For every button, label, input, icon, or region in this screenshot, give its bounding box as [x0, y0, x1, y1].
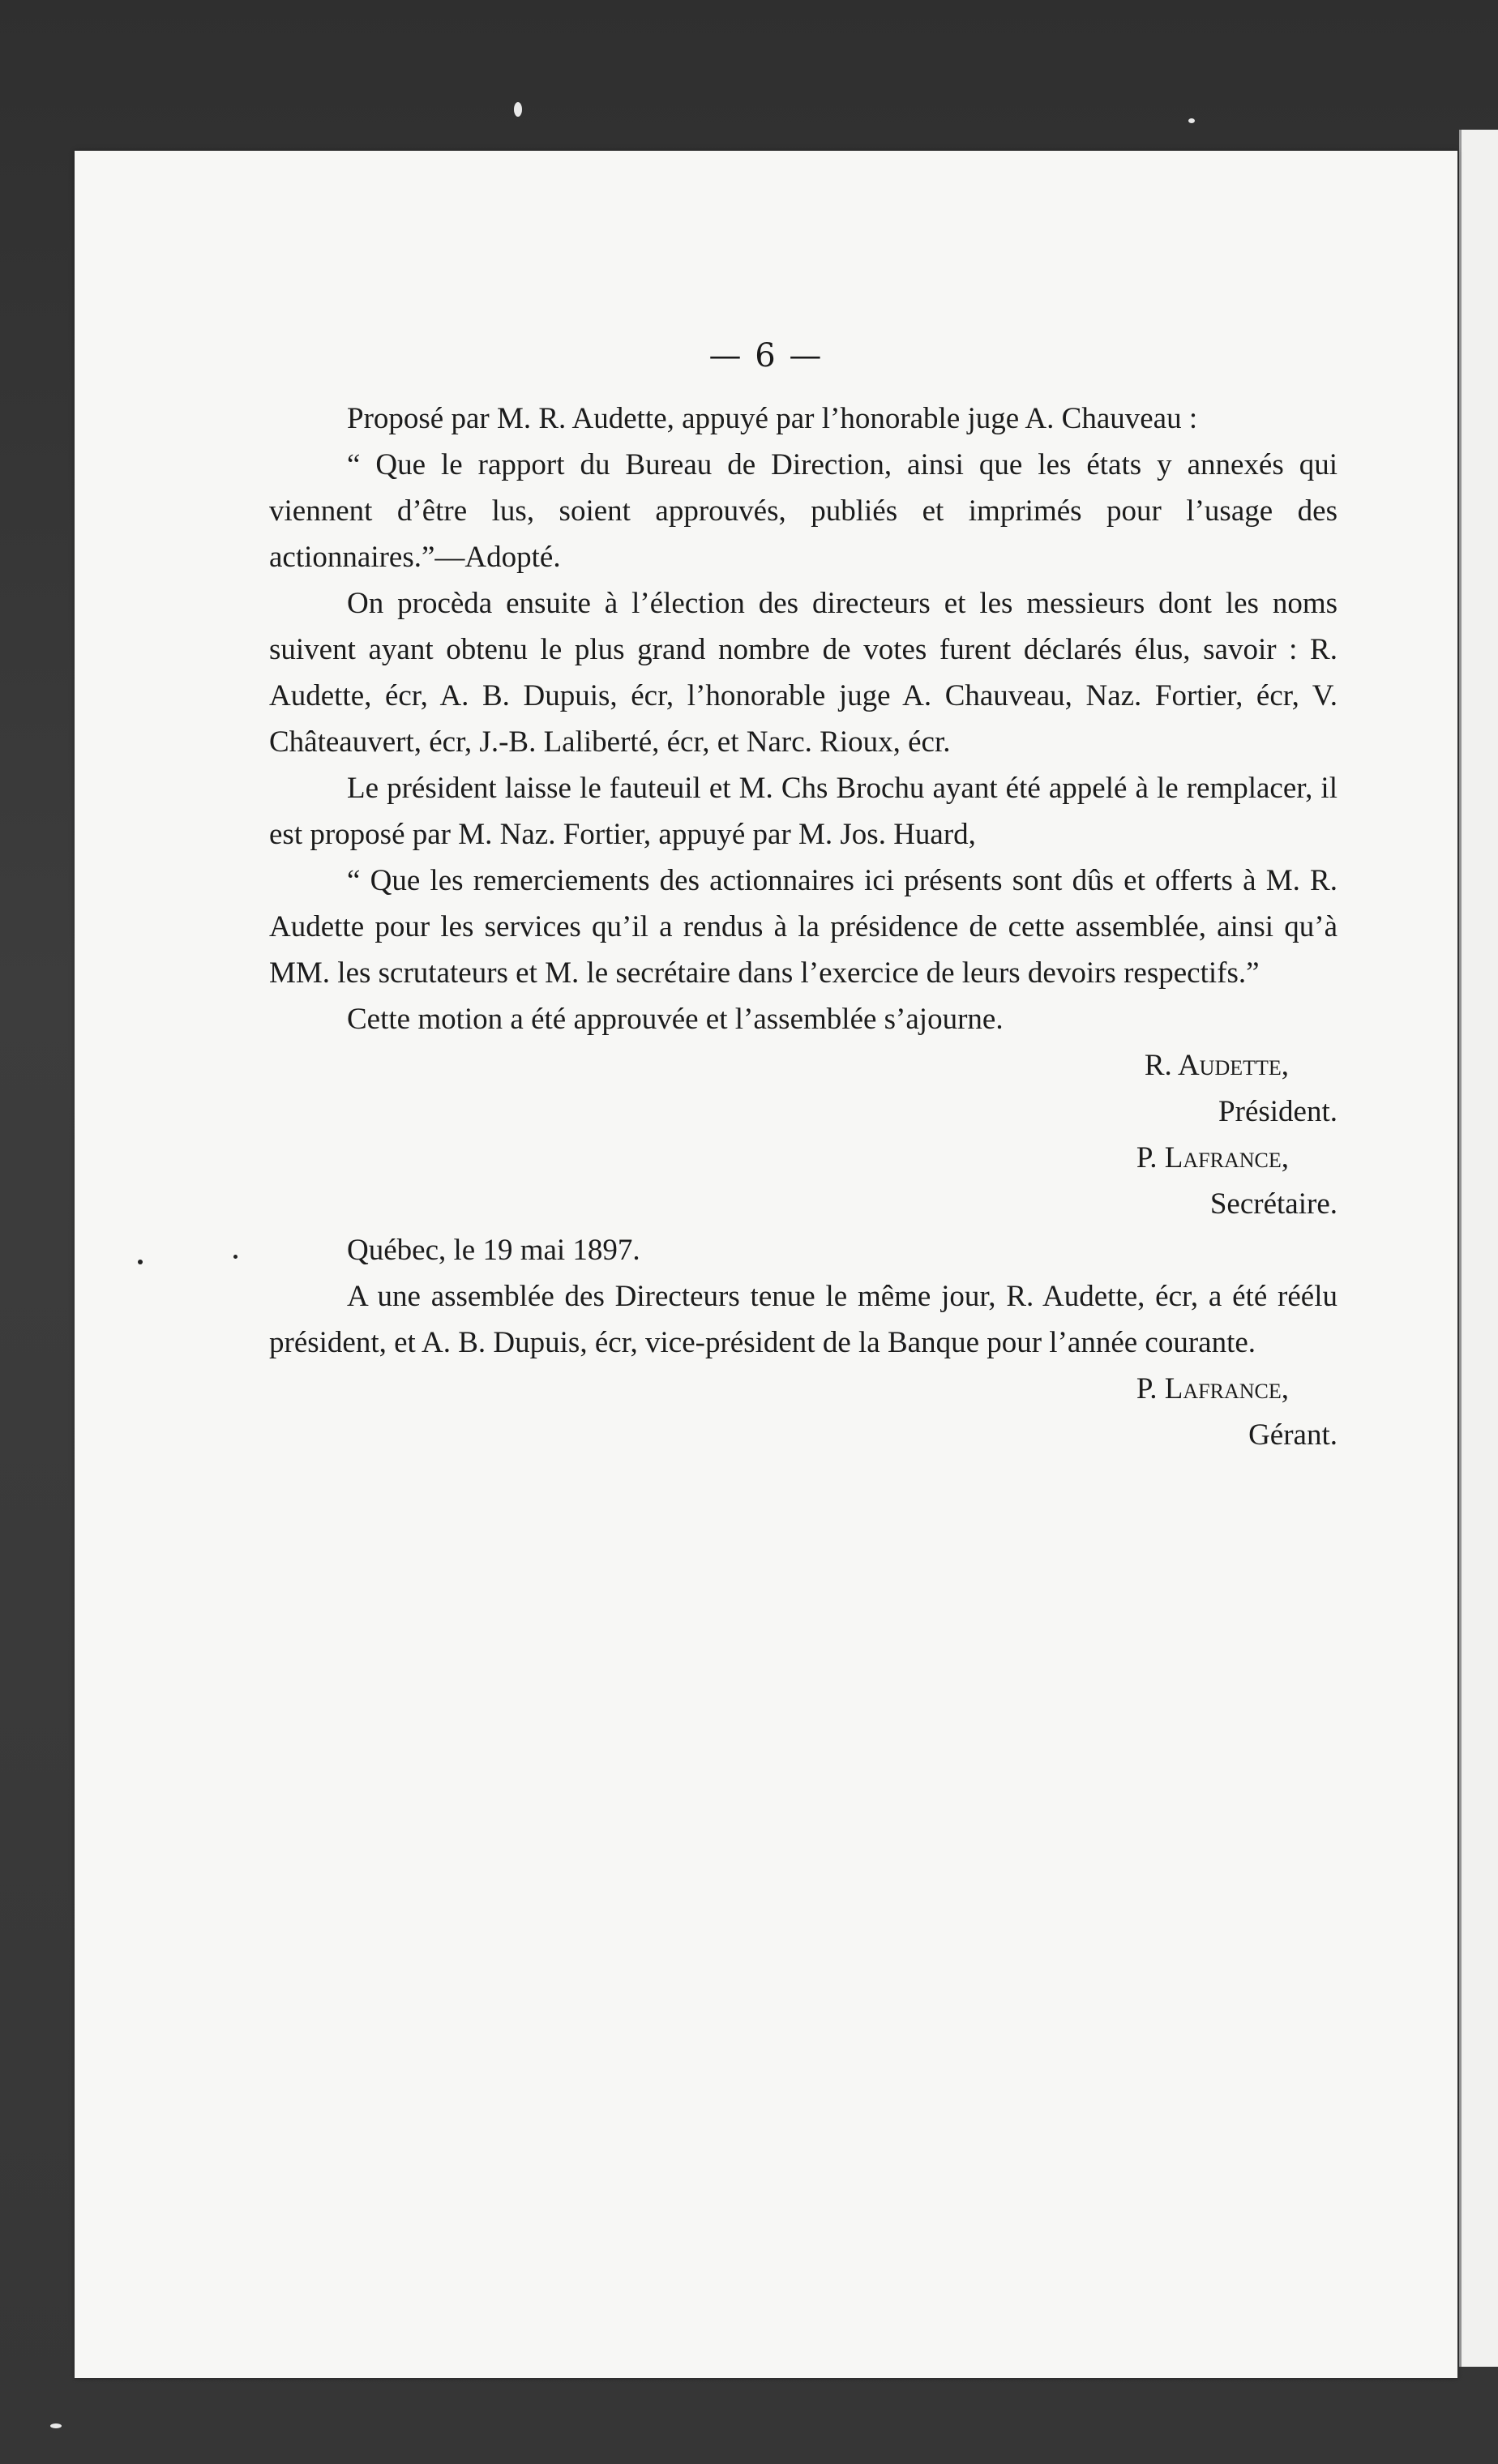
paragraph-5: “ Que les remerciements des actionnaires ici présents sont dûs et offerts à M. R. Audette pour les services qu’il a rendus à la présidence de cette assemblée, ainsi qu’à MM. les scrutateurs et M. le secrétaire dans l’exercice de leurs devoirs respectifs.”: [269, 864, 1338, 990]
paragraph-4: Le président laisse le fauteuil et M. Chs Brochu ayant été appelé à le remplacer, il est proposé par M. Naz. Fortier, appuyé par M. Jos. Huard,: [269, 772, 1338, 851]
ink-dot: [233, 1255, 238, 1259]
ink-dot: [138, 1260, 143, 1264]
signature-1-title: Président.: [1218, 1095, 1338, 1128]
dateline: Québec, le 19 mai 1897.: [347, 1234, 640, 1267]
signature-3-title: Gérant.: [1248, 1418, 1338, 1452]
document-page: [75, 151, 1457, 2378]
paragraph-6: Cette motion a été approuvée et l’assemblée s’ajourne.: [347, 1003, 1004, 1036]
signature-3-name: P. Lafrance,: [1136, 1372, 1289, 1405]
signature-2-name: P. Lafrance,: [1136, 1141, 1289, 1174]
paragraph-3: On procèda ensuite à l’élection des directeurs et les messieurs dont les noms suivent ayant obtenu le plus grand nombre de votes furent déclarés élus, savoir : R. Audette, écr, A. B. Dupuis, écr, l’honorable juge A. Chauveau, Naz. Fortier, écr, V. Châteauvert, écr, J.-B. Laliberté, écr, et Narc. Rioux, écr.: [269, 587, 1338, 759]
page-body: [269, 396, 1338, 1458]
paragraph-1: Proposé par M. R. Audette, appuyé par l’honorable juge A. Chauveau :: [347, 402, 1198, 435]
adjacent-page-edge: [1459, 130, 1498, 2367]
signature-2-title: Secrétaire.: [1209, 1187, 1338, 1221]
scan-speck: [514, 102, 522, 117]
paragraph-2: “ Que le rapport du Bureau de Direction, ainsi que les états y annexés qui viennent d’être lus, soient approuvés, publiés et imprimés pour l’usage des actionnaires.”—Adopté.: [269, 448, 1338, 574]
page-number: — 6 —: [708, 337, 824, 374]
scan-speck: [50, 2423, 62, 2428]
closing-paragraph: A une assemblée des Directeurs tenue le même jour, R. Audette, écr, a été réélu président, et A. B. Dupuis, écr, vice-président de la Banque pour l’année courante.: [269, 1280, 1338, 1359]
scan-speck: [1188, 118, 1195, 123]
signature-1-name: R. Audette,: [1144, 1049, 1289, 1082]
